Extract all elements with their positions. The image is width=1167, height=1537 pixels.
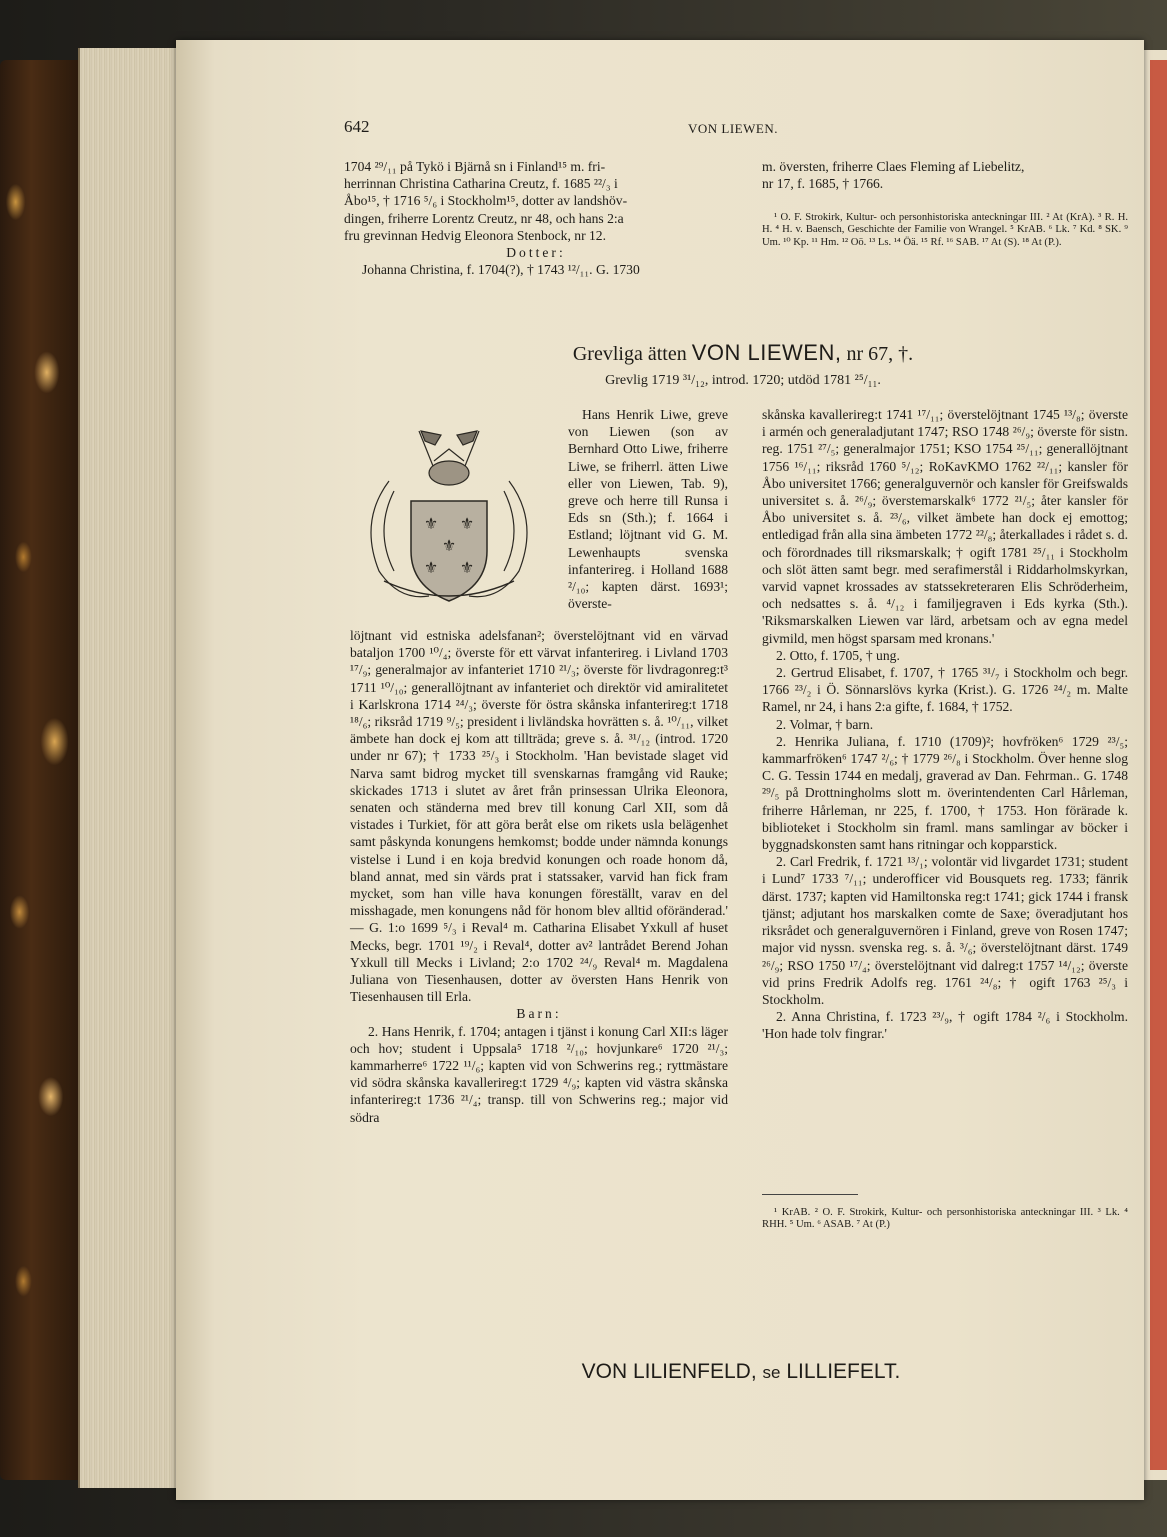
text-line: 1704 ²⁹/₁₁ på Tykö i Bjärnå sn i Finland¹⁵ m. fri- xyxy=(344,159,606,174)
child-entry: 2. Henrika Juliana, f. 1710 (1709)²; hovfröken⁶ 1729 ²³/₅; kammarfröken⁶ 1747 ²/₆; † 1779 ²⁶/₈ i Stockholm. Över henne slog C. G. Tessin 1744 en medalj, graverad av Dan. Fehrman.. G. 1748 ²⁹/₅ på Drottningholms slott m. överintendenten Carl Hårleman, friherre Hårleman, nr 225, f. 1700, † 1753. Hon förärade k. biblioteket i Stockholm sin framl. mans samlingar av böcker i byggnadskonsten samt hans ritningar och kopparstick. xyxy=(762,733,1128,853)
text-line: herrinnan Christina Catharina Creutz, f. 1685 ²²/₃ i xyxy=(344,176,618,192)
text-line: fru grevinnan Hedvig Eleonora Stenbock, nr 12. xyxy=(344,227,606,243)
child-entry: 2. Otto, f. 1705, † ung. xyxy=(776,647,900,663)
top-right-block xyxy=(762,158,1128,192)
footnote-text: ¹ KrAB. ² O. F. Strokirk, Kultur- och personhistoriska anteckningar III. ³ Lk. ⁴ RHH. ⁵ Um. ⁶ ASAB. ⁷ At (P.) xyxy=(762,1207,1128,1231)
text-line: dingen, friherre Lorentz Creutz, nr 48, och hans 2:a xyxy=(344,210,624,226)
coat-of-arms-icon xyxy=(349,411,549,611)
svg-text:⚜: ⚜ xyxy=(441,536,457,555)
cross-ref-se: se xyxy=(762,1363,781,1382)
left-column-main xyxy=(350,627,728,1126)
heading-name: VON LIEWEN, xyxy=(691,340,842,365)
heading-prefix: Grevliga ätten xyxy=(572,343,687,365)
page-edges xyxy=(78,48,180,1488)
right-footnotes xyxy=(762,1207,1128,1232)
heading-suffix: nr 67, †. xyxy=(846,343,914,365)
right-column xyxy=(762,406,1128,1043)
cross-ref-target: LILLIEFELT. xyxy=(786,1360,901,1383)
running-head: VON LIEWEN. xyxy=(688,121,778,136)
paragraph: löjtnant vid estniska adelsfanan²; överstelöjtnant vid en värvad bataljon 1700 ¹⁰/₄; överste för ett värvat infanterireg. i Livland 1703 ¹⁷/₉; generalmajor av infanteriet 1710 ²¹/₃; överste för livdragonreg:t³ 1711 ¹⁰/₁₀; generallöjtnant av infanteriet och direktör vid amiralitetet i Karlskrona 1714 ²⁴/₃; överste för östra skånska infanterireg:t 1718 ¹⁸/₆; riksråd 1719 ⁹/₅; president i livländska hovrätten s. å. ¹⁰/₁₁, vilket ämbete han dock ej kom att tillträda; greve s. å. ³¹/₁₂ (introd. 1720 under nr 67); † 1733 ²⁵/₃ i Stockholm. 'Han bevistade slaget vid Narva samt bidrog mycket till svenskarnas framgång vid Rauke; skickades 1713 i slutet av året från prinsessan Ulrika Eleonora, senaten och ständerna med brev till konung Carl XII, som då vistades i Turkiet, för att göra beråt else om rikets usla belägenhet samt påskynda konungens hemkomst; bodde under nämnda konungs vistelse i Lund i en koja bredvid konungen och roade honom då, bland annat, med sin värds prat i statssaker, varvid han fick fram mycket, som han ville hava konungen föreställt, varav en del misshagade, men konungens nåd för honom blev alltid oföränderad.' — G. 1:o 1699 ⁵/₃ i Reval⁴ m. Catharina Elisabet Yxkull af huset Mecks, begr. 1701 ¹⁹/₂ i Reval⁴, dotter av² lantrådet Berend Johan Yxkull till Mecks i Livland; 2:o 1702 ²⁴/₉ Reval⁴ m. Magdalena Juliana von Tiesenhausen, dotter av översten Hans Henrik von Tiesenhausen till Erla. xyxy=(350,628,728,1005)
text-line: m. översten, friherre Claes Fleming af Liebelitz, xyxy=(762,159,1025,174)
text-line: Åbo¹⁵, † 1716 ⁵/₆ i Stockholm¹⁵, dotter av landshöv- xyxy=(344,193,628,209)
text-line: Johanna Christina, f. 1704(?), † 1743 ¹²/₁₁. G. 1730 xyxy=(362,262,640,278)
page-number: 642 xyxy=(344,117,370,136)
book-binding xyxy=(0,60,78,1480)
svg-text:⚜: ⚜ xyxy=(459,514,475,533)
svg-text:⚜: ⚜ xyxy=(423,558,439,577)
barn-label: Barn: xyxy=(516,1006,562,1022)
paragraph: 2. Hans Henrik, f. 1704; antagen i tjänst i konung Carl XII:s läger och hov; student i Uppsala⁵ 1718 ²/₁₀; hovjunkare⁶ 1720 ²¹/₃; kammarherre⁶ 1722 ¹¹/₆; kapten vid von Schwerins reg.; ryttmästare vid södra skånska kavallerireg:t 1729 ⁴/₉; kapten vid västra skånska infanterireg:t 1736 ²¹/₄; transp. till von Schwerins reg.; major vid södra xyxy=(350,1023,728,1125)
text-line: nr 17, f. 1685, † 1766. xyxy=(762,176,884,192)
top-left-block xyxy=(344,158,728,278)
section-subheading: Grevlig 1719 ³¹/₁₂, introd. 1720; utdöd 1781 ²⁵/₁₁. xyxy=(605,373,881,388)
paragraph: Hans Henrik Liwe, greve von Liewen (son av Bernhard Otto Liwe, friherre Liwe, se friherrl. ätten Liwe eller von Liewen, Tab. 9), greve och herre till Runsa i Eds sn (Sth.); f. 1664 i Estland; löjtnant vid G. M. Lewenhaupts svenska infanterireg. i Holland 1688 ²/₁₀; kapten därst. 1693¹; överste- xyxy=(568,407,728,612)
paragraph: skånska kavallerireg:t 1741 ¹⁷/₁₁; överstelöjtnant 1745 ¹³/₈; överste i armén och generaladjutant 1747; RSO 1748 ²⁶/₉; överste för sistn. reg. 1751 ²⁷/₅; generalmajor 1751; KSO 1754 ²⁵/₁₁; generallöjtnant 1756 ¹⁶/₁₁; riksråd 1760 ⁵/₁₂; RoKavKMO 1762 ²²/₁₁; kansler för Åbo universitet 1766; generalguvernör och kansler för Greifswalds universitet s. å. ²⁶/₉; överstemarskalk⁶ 1772 ²¹/₅; åter kansler för Åbo universitet s. å. ²³/₆, vilket ämbete han dock ej emottog; entledigad från alla sina ämbeten 1772 ²²/₈; återkallades i rådet s. d. och förordnades till riksmarskalk; † ogift 1781 ²⁵/₁₁ i Stockholm och slöt ätten samt begr. med serafimerstål i Riddarholmskyrkan, varvid vapnet krossades av statssekreteraren Elis Schröderheim, och nedsattes s. å. ⁴/₁₂ i familjegraven i Eds kyrka (Sth.). 'Riksmarskalken Liewen var lärd, arbetsam och av egna medel givmild, men högst sparsam med kronans.' xyxy=(762,407,1128,646)
red-page-edge xyxy=(1150,60,1167,1470)
top-right-footnotes xyxy=(762,212,1128,249)
text-beside-arms xyxy=(568,406,728,612)
section-heading xyxy=(440,340,1046,366)
child-entry: 2. Volmar, † barn. xyxy=(776,716,874,732)
child-entry: 2. Gertrud Elisabet, f. 1707, † 1765 ³¹/₇ i Stockholm och begr. 1766 ²³/₂ i Ö. Sönnarslövs kyrka (Krist.). G. 1726 ²⁴/₂ m. Malte Ramel, nr 24, i hans 2:a gifte, f. 1684, † 1752. xyxy=(762,665,1128,715)
child-entry: 2. Carl Fredrik, f. 1721 ¹³/₁; volontär vid livgardet 1731; student i Lund⁷ 1733 ⁷/₁₁; underofficer vid Bousquets reg. 1733; fänrik därst. 1737; kapten vid Hamiltonska reg:t 1741; gick 1744 i fransk tjänst; adjutant hos marskalken comte de Saxe; överadjutant hos riksrådet och generalguvernören i Finland, greve von Rosen 1747; major vid nyssn. svenska reg. s. å. ³/₆; överstelöjtnant därst. 1749 ²⁶/₉; RSO 1750 ¹⁷/₄; överstelöjtnant vid dalreg:t 1757 ¹⁴/₁₂; överste vid prins Fredrik Adolfs reg. 1761 ²⁴/₈; † ogift 1763 ²⁵/₃ i Stockholm. xyxy=(762,854,1128,1007)
child-entry: 2. Anna Christina, f. 1723 ²³/₉, † ogift 1784 ²/₆ i Stockholm. 'Hon hade tolv fingrar.' xyxy=(762,1009,1128,1042)
svg-text:⚜: ⚜ xyxy=(459,558,475,577)
cross-ref-name: VON LILIENFELD, xyxy=(581,1360,757,1383)
cross-reference-heading xyxy=(350,1360,1132,1384)
footnote-rule xyxy=(762,1194,858,1195)
svg-text:⚜: ⚜ xyxy=(423,514,439,533)
dotter-label: Dotter: xyxy=(506,245,566,261)
footnote-text: ¹ O. F. Strokirk, Kultur- och personhistoriska anteckningar III. ² At (KrA). ³ R. H. H. ⁴ H. v. Baensch, Geschichte der Familie von Wrangel. ⁵ KrAB. ⁶ Lk. ⁷ Kd. ⁸ SK. ⁹ Um. ¹⁰ Kp. ¹¹ Hm. ¹² Oö. ¹³ Ls. ¹⁴ Öä. ¹⁵ Rf. ¹⁶ SAB. ¹⁷ At (S). ¹⁸ At (P.). xyxy=(762,212,1128,248)
